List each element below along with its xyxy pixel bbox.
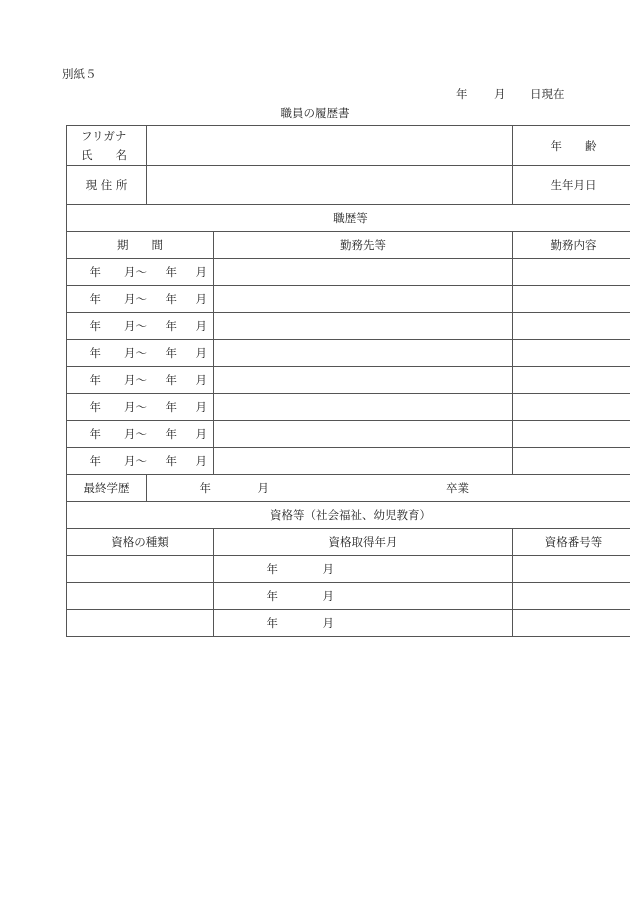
career-row xyxy=(67,313,630,340)
qual-col-date: 資格取得年月 xyxy=(214,529,513,556)
attachment-label: 別紙５ xyxy=(62,67,97,81)
education-graduation: 卒業 xyxy=(446,481,469,495)
career-row xyxy=(67,286,630,313)
education-field[interactable] xyxy=(147,475,630,502)
career-row xyxy=(67,340,630,367)
qual-number-field[interactable] xyxy=(513,556,630,583)
qual-number-field[interactable] xyxy=(513,583,630,610)
career-period-cell[interactable]: 年 月〜 年 月 xyxy=(67,448,214,475)
career-workplace-field[interactable] xyxy=(214,286,513,313)
career-duties-field[interactable] xyxy=(513,286,630,313)
name-field[interactable] xyxy=(147,126,513,166)
education-month: 月 xyxy=(257,481,269,495)
career-period-cell[interactable]: 年 月〜 年 月 xyxy=(67,394,214,421)
career-workplace-field[interactable] xyxy=(214,367,513,394)
qual-col-type: 資格の種類 xyxy=(67,529,214,556)
qual-date-field[interactable]: 年 月 xyxy=(214,556,513,583)
career-col-period: 期 間 xyxy=(67,232,214,259)
resume-form xyxy=(66,125,630,637)
qualifications-section-title: 資格等（社会福祉、幼児教育） xyxy=(67,502,630,529)
career-workplace-field[interactable] xyxy=(214,313,513,340)
date-year-label: 年 xyxy=(456,87,468,101)
career-period-cell[interactable]: 年 月〜 年 月 xyxy=(67,367,214,394)
career-section-title: 職歴等 xyxy=(67,205,630,232)
career-workplace-field[interactable] xyxy=(214,448,513,475)
qual-date-field[interactable]: 年 月 xyxy=(214,610,513,637)
qualification-row xyxy=(67,556,630,583)
qualification-row xyxy=(67,610,630,637)
career-workplace-field[interactable] xyxy=(214,394,513,421)
age-label: 年 齢 xyxy=(513,126,630,166)
career-period-cell[interactable]: 年 月〜 年 月 xyxy=(67,421,214,448)
date-month-label: 月 xyxy=(494,87,506,101)
career-row xyxy=(67,259,630,286)
qual-type-field[interactable] xyxy=(67,556,214,583)
qualification-row xyxy=(67,583,630,610)
birth-label: 生年月日 xyxy=(513,166,630,205)
career-row xyxy=(67,448,630,475)
career-workplace-field[interactable] xyxy=(214,259,513,286)
qual-col-number: 資格番号等 xyxy=(513,529,630,556)
qual-type-field[interactable] xyxy=(67,610,214,637)
career-duties-field[interactable] xyxy=(513,340,630,367)
education-year: 年 xyxy=(199,481,211,495)
furigana-label: フリガナ xyxy=(81,128,127,143)
career-workplace-field[interactable] xyxy=(214,421,513,448)
career-workplace-field[interactable] xyxy=(214,340,513,367)
career-col-workplace: 勤務先等 xyxy=(214,232,513,259)
qual-number-field[interactable] xyxy=(513,610,630,637)
career-period-cell[interactable]: 年 月〜 年 月 xyxy=(67,259,214,286)
career-duties-field[interactable] xyxy=(513,259,630,286)
career-duties-field[interactable] xyxy=(513,448,630,475)
name-label: 氏 名 xyxy=(81,147,127,162)
date-suffix-label: 日現在 xyxy=(530,87,565,101)
career-row xyxy=(67,367,630,394)
career-period-cell[interactable]: 年 月〜 年 月 xyxy=(67,340,214,367)
career-duties-field[interactable] xyxy=(513,313,630,340)
career-duties-field[interactable] xyxy=(513,421,630,448)
career-row xyxy=(67,394,630,421)
address-label: 現 住 所 xyxy=(67,166,147,205)
address-field[interactable] xyxy=(147,166,513,205)
document-title: 職員の履歴書 xyxy=(280,106,350,120)
education-label: 最終学歴 xyxy=(67,475,147,502)
qual-type-field[interactable] xyxy=(67,583,214,610)
career-col-duties: 勤務内容 xyxy=(513,232,630,259)
career-duties-field[interactable] xyxy=(513,394,630,421)
career-period-cell[interactable]: 年 月〜 年 月 xyxy=(67,286,214,313)
career-period-cell[interactable]: 年 月〜 年 月 xyxy=(67,313,214,340)
qual-date-field[interactable]: 年 月 xyxy=(214,583,513,610)
career-row xyxy=(67,421,630,448)
name-label-cell xyxy=(67,126,147,166)
career-duties-field[interactable] xyxy=(513,367,630,394)
